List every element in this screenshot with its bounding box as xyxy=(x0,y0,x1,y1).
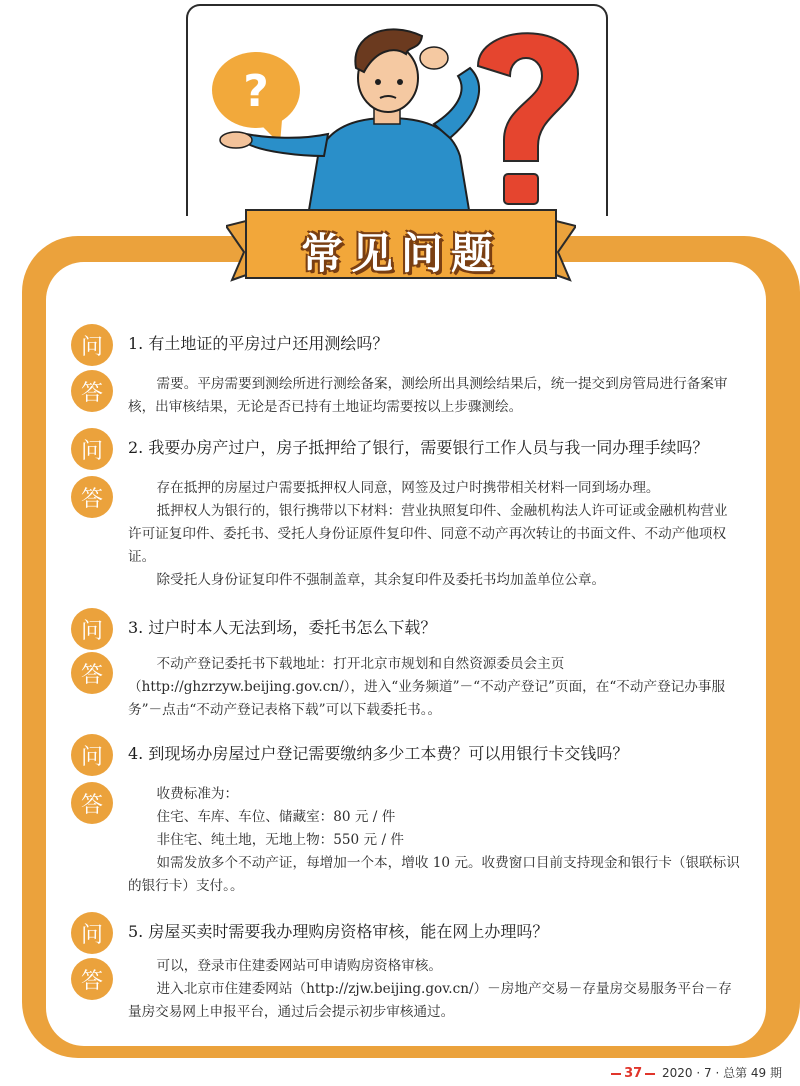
answer-paragraph: 进入北京市住建委网站（http://zjw.beijing.gov.cn/）－房地产交易－存量房交易服务平台－存量房交易网上申报平台，通过后会提示初步审核通过。 xyxy=(128,981,732,1020)
svg-text:?: ? xyxy=(243,66,269,117)
answer-line: 住宅、车库、车位、储藏室：80 元 / 件 xyxy=(156,809,396,825)
issue-info: 2020 · 7 · 总第 49 期 xyxy=(662,1066,782,1080)
faq-answer-3 xyxy=(128,653,740,722)
answer-badge: 答 xyxy=(71,652,113,694)
header-illustration xyxy=(186,4,608,216)
answer-badge: 答 xyxy=(71,782,113,824)
answer-paragraph: 需要。平房需要到测绘所进行测绘备案，测绘所出具测绘结果后，统一提交到房管局进行备案审核，出审核结果，无论是否已持有土地证均需要按以上步骤测绘。 xyxy=(128,376,728,415)
answer-badge: 答 xyxy=(71,958,113,1000)
page-footer xyxy=(608,1064,782,1081)
faq-answer-2 xyxy=(128,477,740,592)
faq-question-2: 2. 我要办房产过户，房子抵押给了银行，需要银行工作人员与我一同办理手续吗？ xyxy=(128,438,709,457)
question-badge: 问 xyxy=(71,428,113,470)
question-badge: 问 xyxy=(71,912,113,954)
question-badge: 问 xyxy=(71,608,113,650)
answer-line: 收费标准为： xyxy=(156,786,239,802)
faq-question-1: 1. 有土地证的平房过户还用测绘吗？ xyxy=(128,334,389,353)
answer-badge: 答 xyxy=(71,476,113,518)
question-badge: 问 xyxy=(71,324,113,366)
page-number: 37 xyxy=(624,1066,643,1081)
answer-line: 非住宅、纯土地，无地上物：550 元 / 件 xyxy=(156,832,404,848)
answer-paragraph: 抵押权人为银行的，银行携带以下材料：营业执照复印件、金融机构法人许可证或金融机构营业许可证复印件、委托书、受托人身份证原件复印件、同意不动产再次转让的书面文件、不动产他项权证。 xyxy=(128,503,728,565)
faq-answer-4 xyxy=(128,783,740,898)
answer-paragraph: 如需发放多个不动产证，每增加一个本，增收 10 元。收费窗口目前支持现金和银行卡（银联标识的银行卡）支付。。 xyxy=(128,855,740,894)
faq-answer-1 xyxy=(128,373,740,419)
faq-question-4: 4. 到现场办房屋过户登记需要缴纳多少工本费？可以用银行卡交钱吗？ xyxy=(128,744,629,763)
answer-paragraph: 不动产登记委托书下载地址：打开北京市规划和自然资源委员会主页（http://ghzrzyw.beijing.gov.cn/），进入“业务频道”－“不动产登记”页面，在“不动产登记办事服务”－点击“不动产登记表格下载”可以下载委托书。。 xyxy=(128,656,726,718)
answer-paragraph: 可以，登录市住建委网站可申请购房资格审核。 xyxy=(156,958,443,974)
title-banner xyxy=(226,206,576,296)
answer-paragraph: 除受托人身份证复印件不强制盖章，其余复印件及委托书均加盖单位公章。 xyxy=(156,572,606,588)
faq-question-3: 3. 过户时本人无法到场，委托书怎么下载？ xyxy=(128,618,437,637)
question-mark-bubble-icon xyxy=(212,52,300,144)
answer-badge: 答 xyxy=(71,370,113,412)
page-title: 常见问题 xyxy=(300,229,501,278)
answer-paragraph: 存在抵押的房屋过户需要抵押权人同意，网签及过户时携带相关材料一同到场办理。 xyxy=(156,480,660,496)
question-mark-icon xyxy=(478,33,578,204)
faq-question-5: 5. 房屋买卖时需要我办理购房资格审核，能在网上办理吗？ xyxy=(128,922,549,941)
question-badge: 问 xyxy=(71,734,113,776)
faq-answer-5 xyxy=(128,955,740,1024)
